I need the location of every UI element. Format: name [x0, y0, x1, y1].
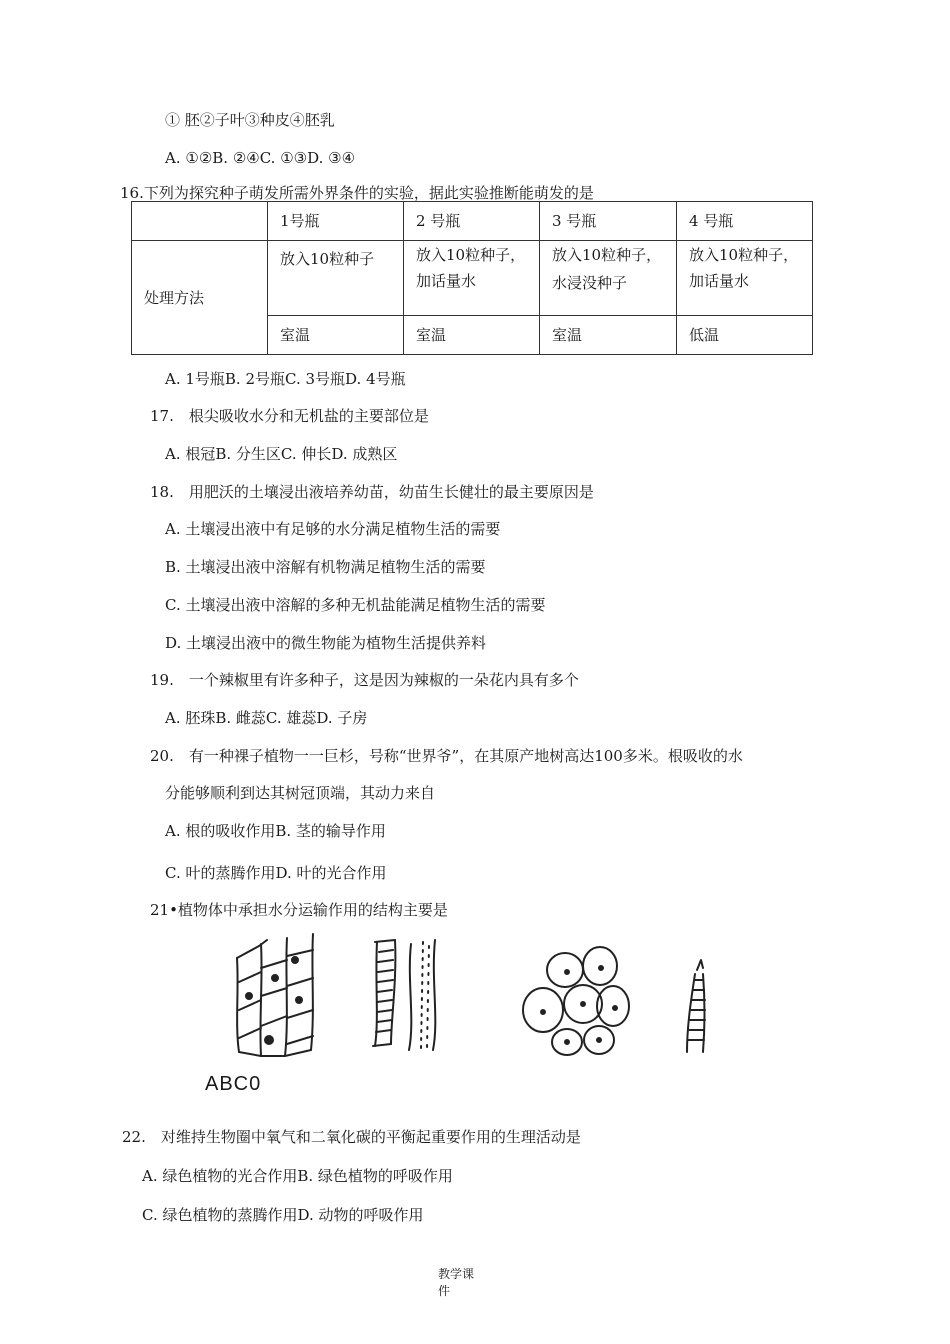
- q16-stem: 16.下列为探究种子萌发所需外界条件的实验，据此实验推断能萌发的是: [120, 184, 594, 202]
- page-footer: [438, 1266, 488, 1300]
- q17-stem: 17. 根尖吸收水分和无机盐的主要部位是: [150, 407, 429, 425]
- treatment-top-3: 放入10粒种子，: [552, 246, 662, 264]
- q19-stem: 19. 一个辣椒里有许多种子，这是因为辣椒的一朵花内具有多个: [150, 671, 579, 689]
- q20-stem-line2: 分能够顺利到达其树冠顶端，其动力来自: [165, 784, 436, 802]
- temperature-cell-3: 室温: [540, 316, 677, 355]
- temperature-cell-4: 低温: [677, 316, 813, 355]
- q17-choices: A. 根冠B. 分生区C. 伸长D. 成熟区: [165, 445, 398, 463]
- sieve-tube-drawing: [687, 960, 705, 1052]
- q19-choices: A. 胚珠B. 雌蕊C. 雄蕊D. 子房: [165, 709, 368, 727]
- q18-option-d: D. 土壤浸出液中的微生物能为植物生活提供养料: [165, 634, 487, 652]
- treatment-top-1: 放入10粒种子: [280, 250, 375, 268]
- footer-line1: 教学课: [438, 1267, 475, 1281]
- treatment-cell-3: [540, 241, 677, 316]
- q18-option-b: B. 土壤浸出液中溶解有机物满足植物生活的需要: [165, 558, 486, 576]
- header-bottle-2: 2 号瓶: [404, 202, 540, 241]
- q21-figure-caption: ABC0: [205, 1073, 262, 1095]
- row-label-treatment: 处理方法: [132, 241, 268, 355]
- header-bottle-3: 3 号瓶: [540, 202, 677, 241]
- vessel-drawing: [373, 940, 435, 1050]
- header-bottle-1: 1号瓶: [268, 202, 404, 241]
- q16-choices: A. 1号瓶B. 2号瓶C. 3号瓶D. 4号瓶: [165, 370, 406, 388]
- q20-stem-line1: 20. 有一种裸子植物一一巨杉，号称“世界爷”，在其原产地树高达100多米。根吸收的水: [150, 747, 743, 765]
- q22-stem: 22. 对维持生物圈中氧气和二氧化碳的平衡起重要作用的生理活动是: [122, 1128, 581, 1146]
- treatment-top-4: 放入10粒种子，: [689, 246, 799, 264]
- q15-choices: A. ①②B. ②④C. ①③D. ③④: [165, 149, 356, 167]
- q22-choices-2: C. 绿色植物的蒸腾作用D. 动物的呼吸作用: [142, 1206, 424, 1224]
- q21-stem: 21•植物体中承担水分运输作用的结构主要是: [150, 901, 448, 919]
- temperature-cell-1: 室温: [268, 316, 404, 355]
- temperature-cell-2: 室温: [404, 316, 540, 355]
- plant-cell-figure: [225, 930, 715, 1060]
- treatment-bottom-2: 加话量水: [416, 272, 477, 290]
- table-treatment-row: [132, 241, 813, 316]
- treatment-cell-1: [268, 241, 404, 316]
- treatment-bottom-3: 水浸没种子: [552, 274, 628, 292]
- q18-option-c: C. 土壤浸出液中溶解的多种无机盐能满足植物生活的需要: [165, 596, 546, 614]
- q18-stem: 18. 用肥沃的土壤浸出液培养幼苗，幼苗生长健壮的最主要原因是: [150, 483, 594, 501]
- treatment-cell-2: [404, 241, 540, 316]
- footer-line2: 件: [438, 1284, 451, 1298]
- q20-choices-2: C. 叶的蒸腾作用D. 叶的光合作用: [165, 864, 387, 882]
- header-empty-cell: [132, 202, 268, 241]
- experiment-table: [131, 201, 813, 355]
- header-bottle-4: 4 号瓶: [677, 202, 813, 241]
- treatment-top-2: 放入10粒种子，: [416, 246, 526, 264]
- parenchyma-cells-drawing: [237, 934, 313, 1056]
- treatment-cell-4: [677, 241, 813, 316]
- q20-choices-1: A. 根的吸收作用B. 茎的输导作用: [165, 822, 386, 840]
- table-header-row: [132, 202, 813, 241]
- round-cells-drawing: [523, 947, 629, 1055]
- q18-option-a: A. 土壤浸出液中有足够的水分满足植物生活的需要: [165, 520, 501, 538]
- treatment-bottom-4: 加话量水: [689, 272, 750, 290]
- q22-choices-1: A. 绿色植物的光合作用B. 绿色植物的呼吸作用: [142, 1167, 453, 1185]
- q15-options-list: ① 胚②子叶③种皮④胚乳: [165, 111, 335, 129]
